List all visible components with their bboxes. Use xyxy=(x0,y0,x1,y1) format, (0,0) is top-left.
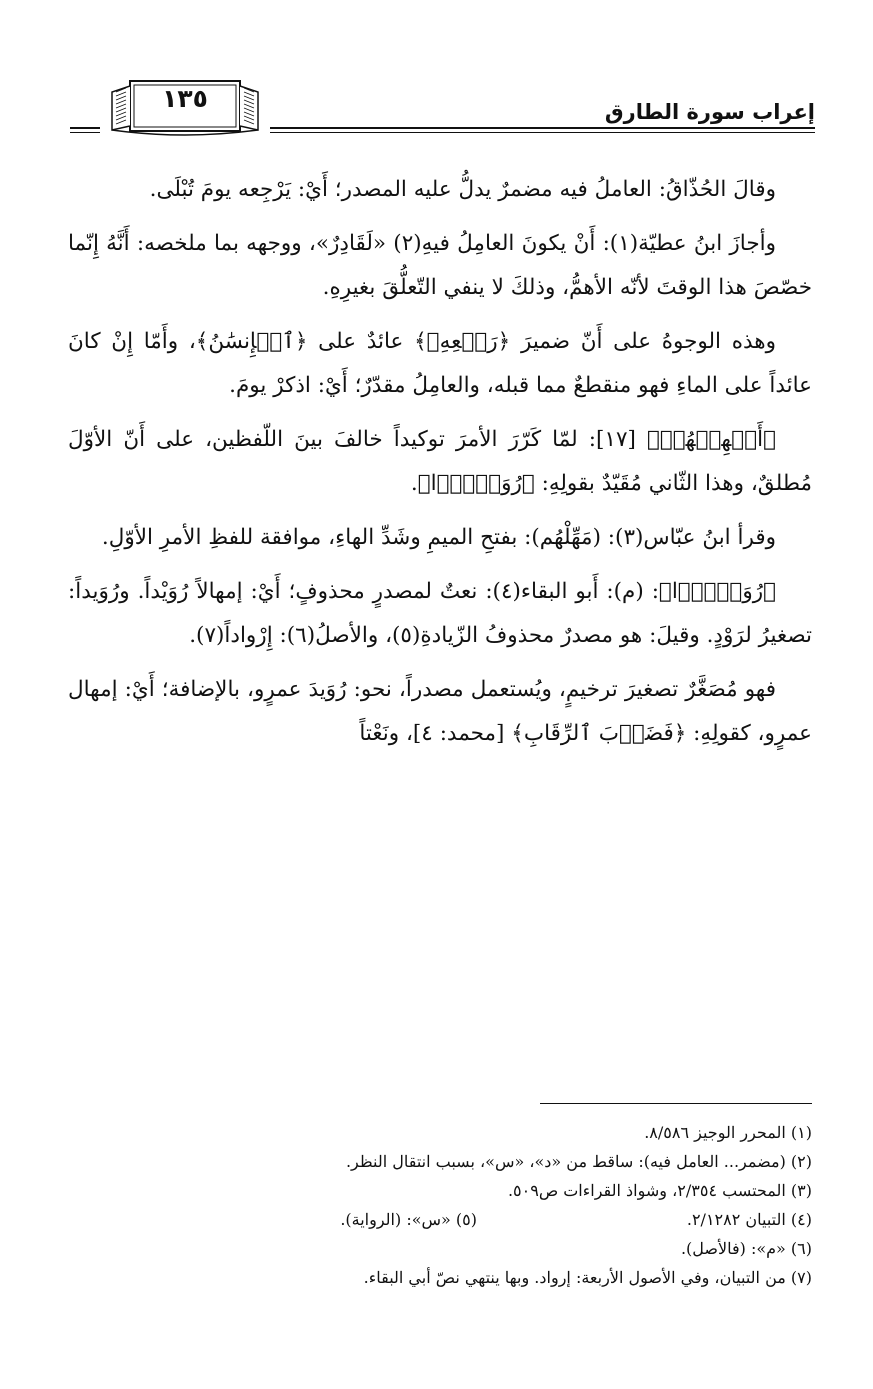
footnote: (٢) (مضمر... العامل فيه): ساقط من «د»، «س»، بسبب انتقال النظر. xyxy=(345,1152,812,1171)
paragraph: وقالَ الحُذّاقُ: العاملُ فيه مضمرٌ يدلُّ عليه المصدر؛ أَيْ: يَرْجِعه يومَ تُبْلَى. xyxy=(149,177,776,202)
page-number-frame xyxy=(100,78,270,136)
footnote: (٥) «س»: (الرواية). xyxy=(340,1210,477,1229)
page-header xyxy=(70,78,815,138)
footnote: (٣) المحتسب ٢/٣٥٤، وشواذ القراءات ص٥٠٩. xyxy=(507,1181,812,1200)
paragraph: فهو مُصَغَّرٌ تصغيرَ ترخيمٍ، ويُستعمل مصدراً، نحو: رُوَيدَ عمرٍو، بالإضافة؛ أَيْ: إمهال عمرٍو، كقولِهِ: ﴿فَضَرۡبَ ٱلرِّقَابِ﴾ [محمد: ٤]، ونَعْتاً xyxy=(68,677,812,746)
paragraph: وهذه الوجوهُ على أَنّ ضميرَ ﴿رَجۡعِهِۦ﴾ عائدٌ على ﴿ٱلۡإِنسَٰنُ﴾، وأَمّا إِنْ كانَ عائداً على الماءِ فهو منقطعٌ مما قبله، والعامِلُ مقدّرٌ؛ أَيْ: اذكرْ يومَ. xyxy=(68,329,812,398)
paragraph: وأجازَ ابنُ عطيّة(١): أَنْ يكونَ العامِلُ فيهِ(٢) «لَقَادِرٌ»، ووجهه بما ملخصه: أَنَّهُ إِنّما خصّصَ هذا الوقتَ لأنّه الأهمُّ، وذلكَ لا ينفي التّعلُّقَ بغيرِهِ. xyxy=(68,231,812,300)
footnote-separator xyxy=(540,1103,812,1104)
main-text xyxy=(68,168,812,766)
paragraph: وقرأ ابنُ عبّاس(٣): (مَهِّلْهُم): بفتحِ الميمِ وشَدِّ الهاءِ، موافقة للفظِ الأمرِ الأوّلِ. xyxy=(101,525,776,550)
footnote: (١) المحرر الوجيز ٨/٥٨٦. xyxy=(644,1123,812,1142)
footnote: (٧) من التبيان، وفي الأصول الأربعة: إرواد. وبها ينتهي نصّ أبي البقاء. xyxy=(363,1268,812,1287)
footnote: (٤) التبيان ٢/١٢٨٢. xyxy=(686,1210,812,1229)
footnote-row xyxy=(120,1205,812,1234)
chapter-title: إعراب سورة الطارق xyxy=(604,100,815,124)
footnotes xyxy=(120,1118,812,1292)
paragraph: ﴿رُوَيۡدَۢا﴾: (م): أَبو البقاء(٤): نعتٌ لمصدرٍ محذوفٍ؛ أَيْ: إمهالاً رُوَيْداً. ورُوَيداً: تصغيرُ لرَوْدٍ. وقيلَ: هو مصدرٌ محذوفُ الزّيادةِ(٥)، والأصلُ(٦): إِرْواداً(٧). xyxy=(68,579,812,648)
paragraph: ﴿أَمۡهِلۡهُمۡ﴾ [١٧]: لمّا كَرّرَ الأمرَ توكيداً خالفَ بينَ اللّفظين، على أَنّ الأوّلَ مُطلقٌ، وهذا الثّاني مُقَيّدٌ بقولِهِ: ﴿رُوَيۡدَۢا﴾. xyxy=(68,427,812,496)
page-number: ١٣٥ xyxy=(162,84,208,113)
footnote: (٦) «م»: (فالأصل). xyxy=(680,1239,812,1258)
